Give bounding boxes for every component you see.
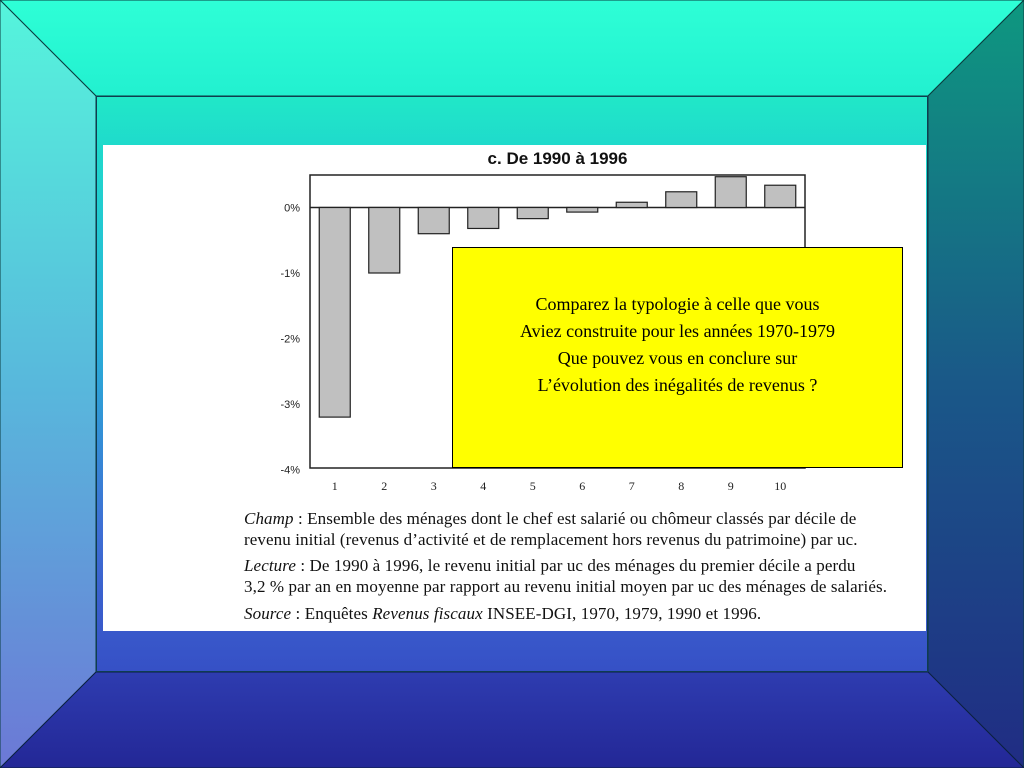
lecture-text-1: : De 1990 à 1996, le revenu initial par uc des ménages du premier décile a perdu xyxy=(296,556,856,575)
callout-line-4: L’évolution des inégalités de revenus ? xyxy=(537,375,818,395)
champ-text-2: revenu initial (revenus d’activité et de remplacement hors revenus du patrimoine) par uc. xyxy=(244,530,858,549)
x-tick-label: 6 xyxy=(579,479,586,493)
bar xyxy=(567,208,598,213)
callout-line-1: Comparez la typologie à celle que vous xyxy=(535,294,820,314)
callout-line-2: Aviez construite pour les années 1970-1979 xyxy=(519,321,836,341)
y-tick-label: 0% xyxy=(284,202,300,215)
chart-title: c. De 1990 à 1996 xyxy=(487,149,628,168)
x-tick-label: 4 xyxy=(480,479,487,493)
champ-note-line2 xyxy=(244,530,858,550)
frame-top-bevel xyxy=(0,0,1024,96)
bar xyxy=(418,208,449,234)
champ-text-1: : Ensemble des ménages dont le chef est salarié ou chômeur classés par décile de xyxy=(293,509,857,528)
lecture-note-line2 xyxy=(244,577,887,597)
bar xyxy=(517,208,548,219)
source-italic: Revenus fiscaux xyxy=(372,604,483,623)
lecture-text-2: 3,2 % par an en moyenne par rapport au revenu initial moyen par uc des ménages de salariés. xyxy=(244,577,888,596)
x-tick-label: 10 xyxy=(774,479,787,493)
lecture-note-line1 xyxy=(244,556,855,576)
lecture-label: Lecture xyxy=(244,556,296,575)
bar xyxy=(369,208,400,274)
champ-label: Champ xyxy=(244,509,294,528)
frame-right-bevel xyxy=(928,0,1024,768)
x-tick-label: 3 xyxy=(430,479,437,493)
bar xyxy=(616,202,647,207)
source-note xyxy=(244,604,761,624)
frame-bottom-bevel xyxy=(0,672,1024,768)
x-tick-label: 2 xyxy=(381,479,388,493)
y-tick-label: -1% xyxy=(280,268,300,280)
bar xyxy=(468,208,499,229)
champ-note-line1 xyxy=(244,509,856,529)
question-callout xyxy=(452,247,903,468)
bar xyxy=(319,208,350,418)
callout-line-3: Que pouvez vous en conclure sur xyxy=(557,348,798,368)
x-tick-label: 1 xyxy=(331,479,338,493)
source-label: Source xyxy=(244,604,292,623)
x-tick-label: 9 xyxy=(727,479,734,493)
x-tick-label: 7 xyxy=(628,479,635,493)
source-post: INSEE-DGI, 1970, 1979, 1990 et 1996. xyxy=(482,604,762,623)
y-tick-label: -2% xyxy=(280,333,300,346)
x-tick-label: 8 xyxy=(678,479,685,493)
y-tick-label: -3% xyxy=(280,399,300,411)
frame-left-bevel xyxy=(0,0,96,768)
bar xyxy=(715,177,746,208)
source-pre: : Enquêtes xyxy=(291,604,373,623)
x-tick-label: 5 xyxy=(529,479,536,493)
bar xyxy=(765,185,796,207)
bar xyxy=(666,192,697,208)
y-tick-label: -4% xyxy=(280,464,300,477)
